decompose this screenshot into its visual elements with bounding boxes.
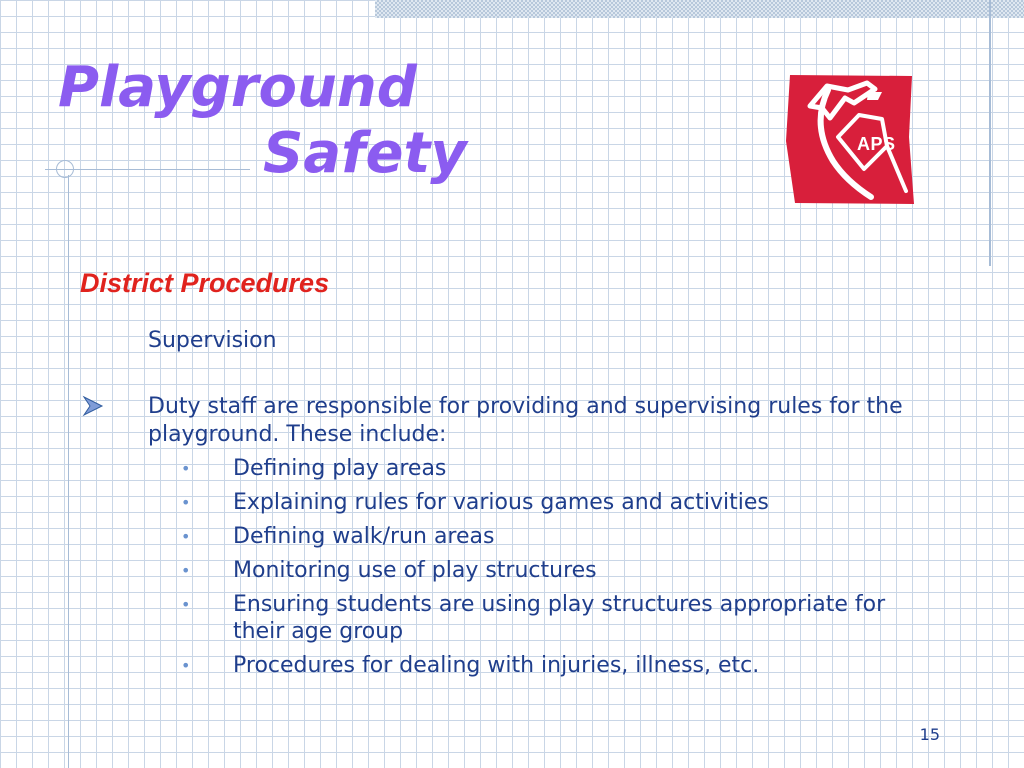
list-item <box>181 652 941 679</box>
list-item <box>181 523 941 550</box>
list-item-text: Explaining rules for various games and activities <box>233 490 769 515</box>
arrow-bullet-icon <box>82 395 104 417</box>
bullet-dot-icon: • <box>181 595 191 614</box>
top-pattern-band <box>375 0 1024 18</box>
bullet-dot-icon: • <box>181 656 191 675</box>
list-item <box>181 455 941 482</box>
section-heading: District Procedures <box>80 268 330 298</box>
list-item-text: Defining walk/run areas <box>233 524 495 549</box>
slide-title-line-2: Safety <box>263 121 467 186</box>
list-item <box>181 557 941 584</box>
list-item-text: Ensuring students are using play structures appropriate for their age group <box>233 592 886 644</box>
aps-logo-text: APS <box>857 134 896 154</box>
rule-circle-ornament <box>56 160 74 178</box>
list-item-text: Defining play areas <box>233 456 447 481</box>
bullet-dot-icon: • <box>181 527 191 546</box>
right-rule-line <box>989 0 991 266</box>
left-rule-line <box>68 175 69 768</box>
bullet-dot-icon: • <box>181 493 191 512</box>
list-item-text: Procedures for dealing with injuries, illness, etc. <box>233 653 760 678</box>
slide-title-line-1: Playground <box>58 55 417 120</box>
aps-logo-icon <box>783 73 915 206</box>
list-item-text: Monitoring use of play structures <box>233 558 597 583</box>
main-bullet-text: Duty staff are responsible for providing and supervising rules for the playground. These include: <box>148 394 903 447</box>
procedure-list <box>181 455 941 686</box>
subheading: Supervision <box>148 328 277 353</box>
list-item <box>181 591 941 645</box>
list-item <box>181 489 941 516</box>
title-rule-line <box>45 169 250 170</box>
bullet-dot-icon: • <box>181 459 191 478</box>
bullet-dot-icon: • <box>181 561 191 580</box>
page-number: 15 <box>919 725 940 744</box>
